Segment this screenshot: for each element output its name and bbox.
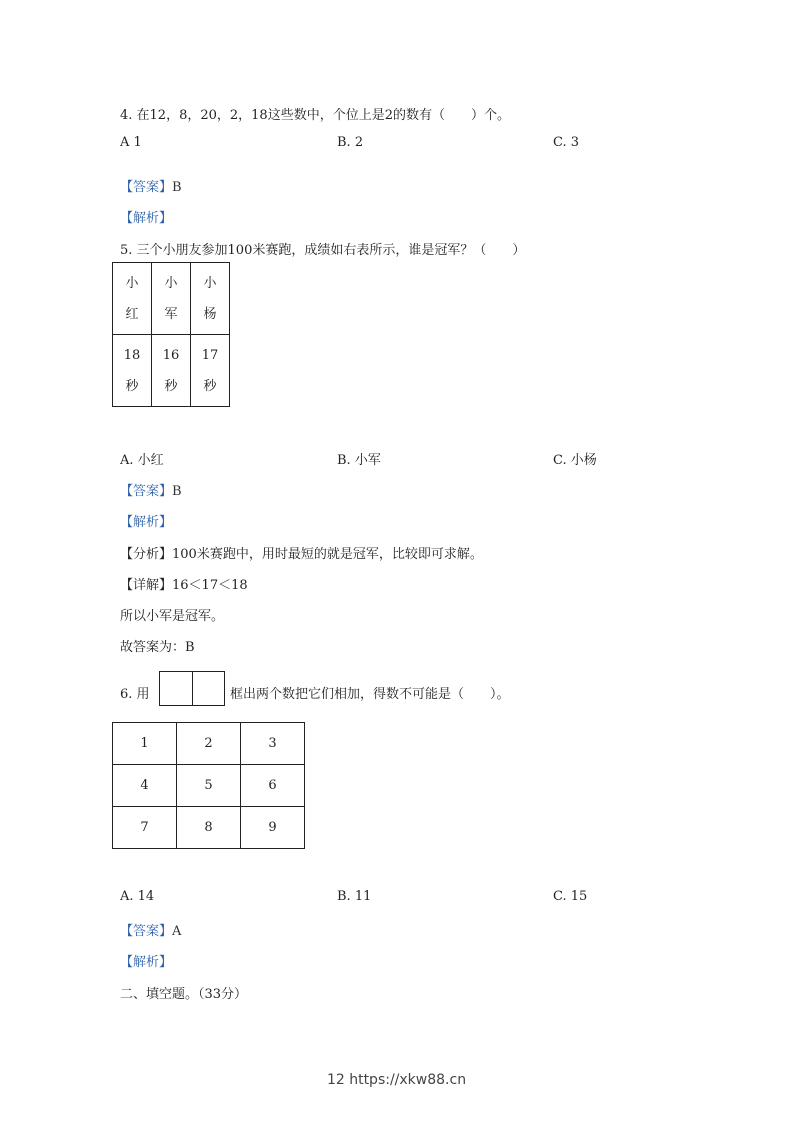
time-cell: 16秒 (152, 335, 191, 407)
time-cell: 17秒 (191, 335, 230, 407)
q4-analysis-tag: 【解析】 (120, 211, 173, 226)
q5-fenxi (120, 543, 483, 562)
q5-final-answer: 故答案为：B (120, 640, 195, 655)
q5-xiangjie (120, 574, 248, 593)
grid-cell: 5 (177, 765, 241, 807)
q5-option-a: A. 小红 (120, 453, 164, 468)
q5-results-table (112, 262, 230, 407)
answer-value: B (172, 180, 182, 195)
time-cell: 18秒 (113, 335, 152, 407)
table-row (113, 263, 230, 335)
fenxi-text: 100米赛跑中，用时最短的就是冠军，比较即可求解。 (172, 547, 483, 562)
q4-option-b: B. 2 (337, 135, 364, 150)
q5-analysis-tag: 【解析】 (120, 515, 173, 530)
grid-cell: 9 (241, 807, 305, 849)
q4-option-a: A 1 (120, 135, 142, 150)
name-cell: 小军 (152, 263, 191, 335)
grid-cell: 7 (113, 807, 177, 849)
xiangjie-text: 16＜17＜18 (172, 578, 248, 593)
grid-cell: 1 (113, 723, 177, 765)
grid-cell: 8 (177, 807, 241, 849)
table-row (113, 723, 305, 765)
grid-cell: 4 (113, 765, 177, 807)
q6-option-a: A. 14 (120, 889, 155, 904)
q4-text: 4. 在12，8，20，2，18这些数中，个位上是2的数有（ ）个。 (120, 108, 510, 123)
q5-text: 5. 三个小朋友参加100米赛跑，成绩如右表所示，谁是冠军？（ ） (120, 243, 526, 258)
q5-option-b: B. 小军 (337, 453, 381, 468)
table-row (113, 335, 230, 407)
table-row (113, 807, 305, 849)
table-row (113, 765, 305, 807)
grid-cell: 3 (241, 723, 305, 765)
answer-tag: 【答案】 (120, 924, 173, 939)
section-heading: 二、填空题。（33分） (120, 987, 248, 1002)
q4-option-c: C. 3 (553, 135, 580, 150)
answer-value: A (172, 924, 182, 939)
grid-cell: 2 (177, 723, 241, 765)
q5-conclusion: 所以小军是冠军。 (120, 609, 225, 624)
answer-value: B (172, 484, 182, 499)
name-cell: 小杨 (191, 263, 230, 335)
page-footer: 12 https://xkw88.cn (326, 1072, 467, 1088)
q4-answer (120, 176, 182, 195)
name-cell: 小红 (113, 263, 152, 335)
q6-number-grid (112, 722, 305, 849)
q6-text-after: 框出两个数把它们相加，得数不可能是（ ）。 (230, 687, 510, 702)
q5-answer (120, 480, 182, 499)
q6-option-b: B. 11 (337, 889, 372, 904)
two-cell-frame-icon (159, 671, 225, 706)
answer-tag: 【答案】 (120, 180, 173, 195)
answer-tag: 【答案】 (120, 484, 173, 499)
grid-cell: 6 (241, 765, 305, 807)
fenxi-tag: 【分析】 (120, 547, 173, 562)
q6-analysis-tag: 【解析】 (120, 955, 173, 970)
q6-answer (120, 920, 181, 939)
xiangjie-tag: 【详解】 (120, 578, 173, 593)
q6-text-before: 6. 用 (120, 687, 150, 702)
q5-option-c: C. 小杨 (553, 453, 597, 468)
q6-option-c: C. 15 (553, 889, 588, 904)
